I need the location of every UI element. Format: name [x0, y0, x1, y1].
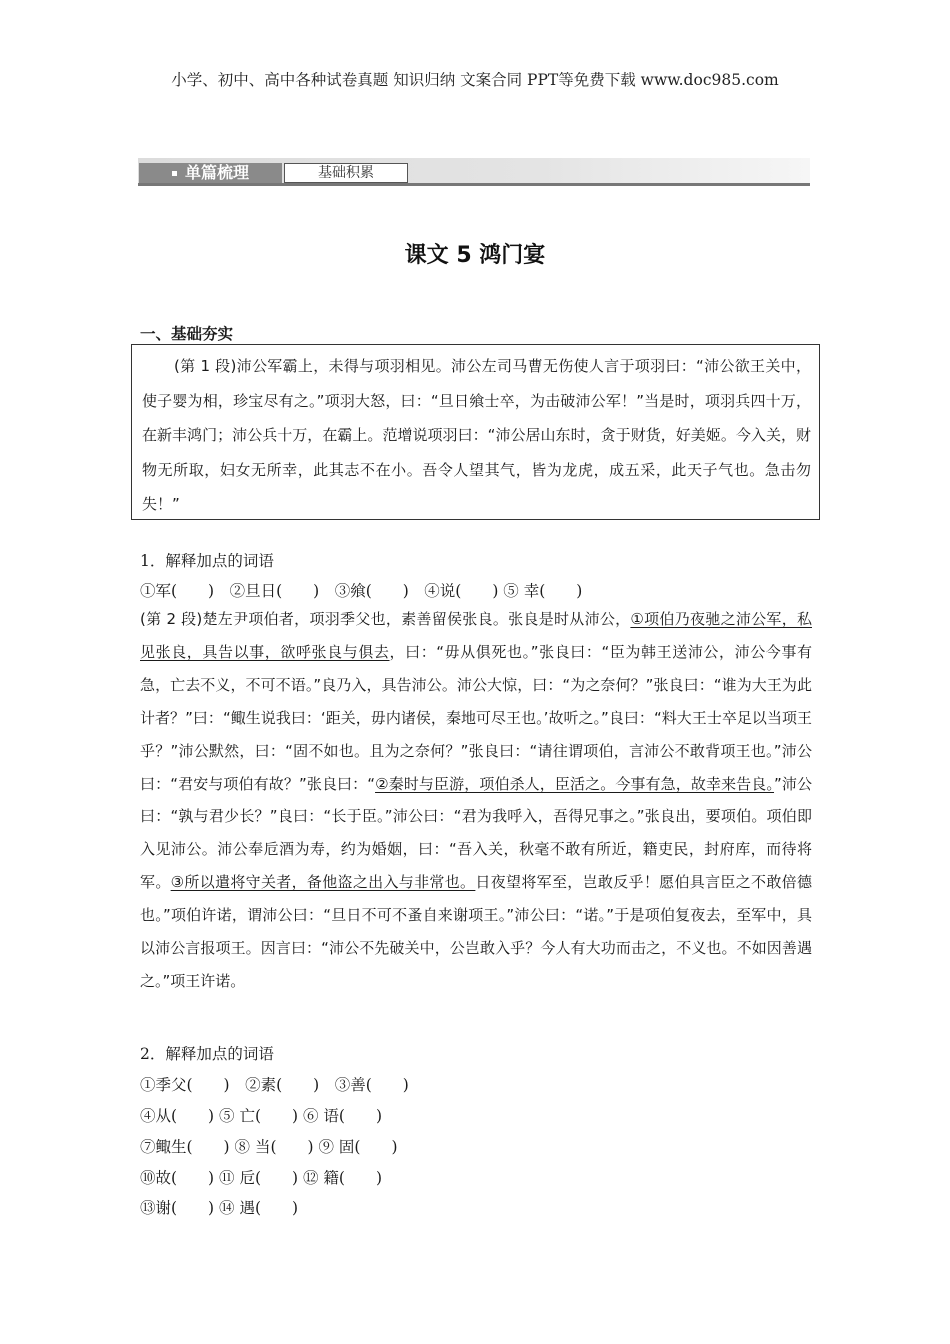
question2-title: 2．解释加点的词语 [140, 1045, 274, 1063]
section-heading: 一、基础夯实 [140, 325, 234, 343]
passage2-text [140, 603, 812, 998]
question2-line-1: ①季父( ) ②素( ) ③善( ) [140, 1076, 409, 1094]
passage2-underline-1: ①项伯乃夜驰之沛公军，私见张良，具告以事，欲呼张良与俱去 [140, 610, 812, 661]
passage1-text: (第 1 段)沛公军霸上，未得与项羽相见。沛公左司马曹无伤使人言于项羽曰：“沛公欲王关中，使子婴为相，珍宝尽有之。”项羽大怒，曰：“旦日飨士卒，为击破沛公军！”当是时，项羽兵四十万，在新丰鸿门；沛公兵十万，在霸上。范增说项羽曰：“沛公居山东时，贪于财货，好美姬。今入关，财物无所取，妇女无所幸，此其志不在小。吾令人望其气，皆为龙虎，成五采，此天子气也。急击勿失！” [142, 357, 811, 513]
question2-line-2: ④从( ) ⑤ 亡( ) ⑥ 语( ) [140, 1107, 382, 1125]
passage1-box [131, 344, 820, 520]
banner-primary-tab [139, 163, 282, 183]
question2-line-4: ⑩故( ) ⑪ 卮( ) ⑫ 籍( ) [140, 1169, 382, 1187]
passage2-underline-3: ③所以遣将守关者，备他盗之出入与非常也。 [170, 873, 476, 892]
site-header-text: 小学、初中、高中各种试卷真题 知识归纳 文案合同 PPT等免费下载 www.doc985.com [171, 71, 779, 89]
banner-primary-label: 单篇梳理 [185, 163, 250, 182]
question2-line-3: ⑦鲰生( ) ⑧ 当( ) ⑨ 固( ) [140, 1138, 398, 1156]
passage2-block [140, 603, 812, 998]
passage2-underline-2: ②秦时与臣游，项伯杀人，臣活之。今事有急，故幸来告良。 [375, 774, 775, 793]
passage2-part-d: 日夜望将军至，岂敢反乎！愿伯具言臣之不敢倍德也。”项伯许诺，谓沛公曰：“旦日不可不蚤自来谢项王。”沛公曰：“诺。”于是项伯复夜去，至军中，具以沛公言报项王。因言曰：“沛公不先破关中，公岂敢入乎？今人有大功而击之，不义也。不如因善遇之。”项王许诺。 [140, 873, 812, 990]
lesson-title: 课文 5 鸿门宴 [404, 243, 546, 268]
square-bullet-icon [172, 171, 177, 176]
question1-items: ①军( ) ②旦日( ) ③飨( ) ④说( ) ⑤ 幸( ) [140, 582, 583, 600]
banner-rule [138, 183, 810, 186]
question2-line-5: ⑬谢( ) ⑭ 遇( ) [140, 1199, 299, 1217]
passage2-part-b: ，曰：“毋从俱死也。”张良曰：“臣为韩王送沛公，沛公今事有急，亡去不义，不可不语。”良乃入，具告沛公。沛公大惊，曰：“为之奈何？”张良曰：“谁为大王为此计者？”曰：“鲰生说我曰：‘距关，毋内诸侯，秦地可尽王也。’故听之。”良曰：“料大王士卒足以当项王乎？”沛公默然，曰：“固不如也。且为之奈何？”张良曰：“请往谓项伯，言沛公不敢背项王也。”沛公曰：“君安与项伯有故？”张良曰：“ [140, 642, 812, 793]
passage2-part-c: ”沛公曰：“孰与君少长？”良曰：“长于臣。”沛公曰：“君为我呼入，吾得兄事之。”张良出，要项伯。项伯即入见沛公。沛公奉卮酒为寿，约为婚姻，曰：“吾入关，秋毫不敢有所近，籍吏民，封府库，而待将军。 [140, 774, 813, 892]
banner-secondary-tab: 基础积累 [284, 163, 408, 183]
passage2-part-a: (第 2 段)楚左尹项伯者，项羽季父也，素善留侯张良。张良是时从沛公， [140, 610, 631, 628]
question1-title: 1．解释加点的词语 [140, 552, 274, 570]
